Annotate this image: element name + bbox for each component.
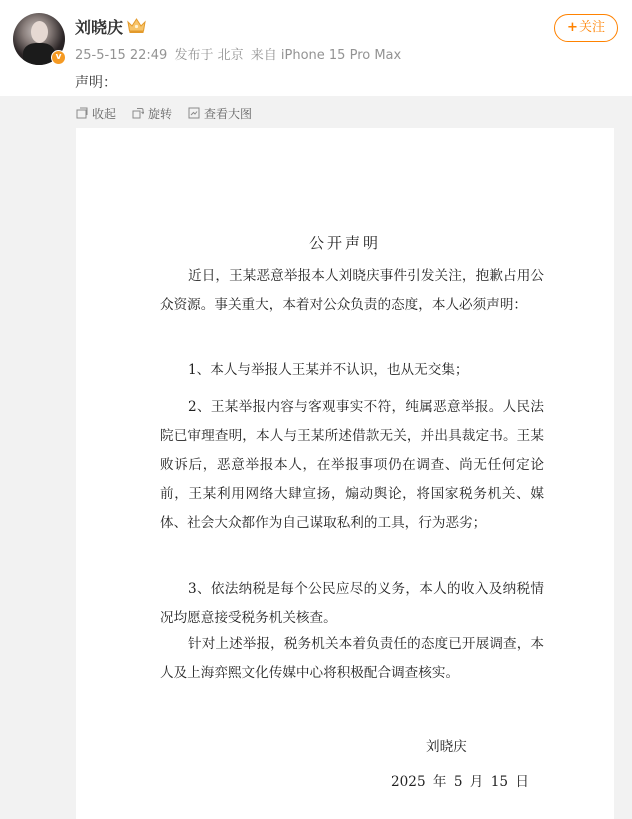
verified-badge-icon: v <box>51 50 66 65</box>
rotate-icon <box>132 107 144 119</box>
image-toolbar <box>76 104 268 122</box>
post-text: 声明： <box>75 75 117 91</box>
follow-button[interactable] <box>554 14 618 42</box>
username[interactable]: 刘晓庆 <box>75 18 124 37</box>
statement-date: 2025 年 5 月 15 日 <box>391 774 529 790</box>
statement-paragraph: 3、依法纳税是每个公民应尽的义务，本人的收入及纳税情况均愿意接受税务机关核查。 <box>160 581 544 626</box>
collapse-label: 收起 <box>92 106 117 121</box>
rotate-button[interactable] <box>132 105 172 122</box>
view-large-button[interactable] <box>188 105 252 122</box>
follow-label: 关注 <box>578 20 605 35</box>
post-meta <box>75 44 404 63</box>
avatar-dress <box>23 43 55 65</box>
collapse-icon <box>76 107 88 119</box>
post-timestamp[interactable]: 25-5-15 22:49 <box>75 48 168 63</box>
rotate-label: 旋转 <box>148 106 173 121</box>
statement-paragraph: 近日，王某恶意举报本人刘晓庆事件引发关注，抱歉占用公众资源。事关重大，本着对公众负责的态度，本人必须声明： <box>160 268 544 313</box>
crown-icon <box>126 17 147 34</box>
avatar-face <box>31 21 48 43</box>
statement-signature: 刘晓庆 <box>426 739 467 755</box>
post-header <box>0 0 632 96</box>
statement-paragraph: 2、王某举报内容与客观事实不符，纯属恶意举报。人民法院已审理查明，本人与王某所述借款无关，并出具裁定书。王某败诉后，恶意举报本人，在举报事项仍在调查、尚无任何定论前，王某利用网络大肆宣扬，煽动舆论，将国家税务机关、媒体、社会大众都作为自己谋取私利的工具，行为恶劣； <box>160 399 544 531</box>
collapse-button[interactable] <box>76 105 116 122</box>
statement-paragraph: 针对上述举报，税务机关本着负责任的态度已开展调查，本人及上海弈熙文化传媒中心将积极配合调查核实。 <box>160 636 544 681</box>
statement-paragraph: 1、本人与举报人王某并不认识，也从无交集； <box>188 362 469 378</box>
post-device: 来自 iPhone 15 Pro Max <box>250 48 402 63</box>
plus-icon: + <box>567 20 578 35</box>
post-location: 发布于 北京 <box>174 48 244 63</box>
statement-image[interactable] <box>76 128 614 819</box>
view-large-icon <box>188 107 200 119</box>
view-large-label: 查看大图 <box>204 106 253 121</box>
statement-title: 公开声明 <box>308 234 381 252</box>
